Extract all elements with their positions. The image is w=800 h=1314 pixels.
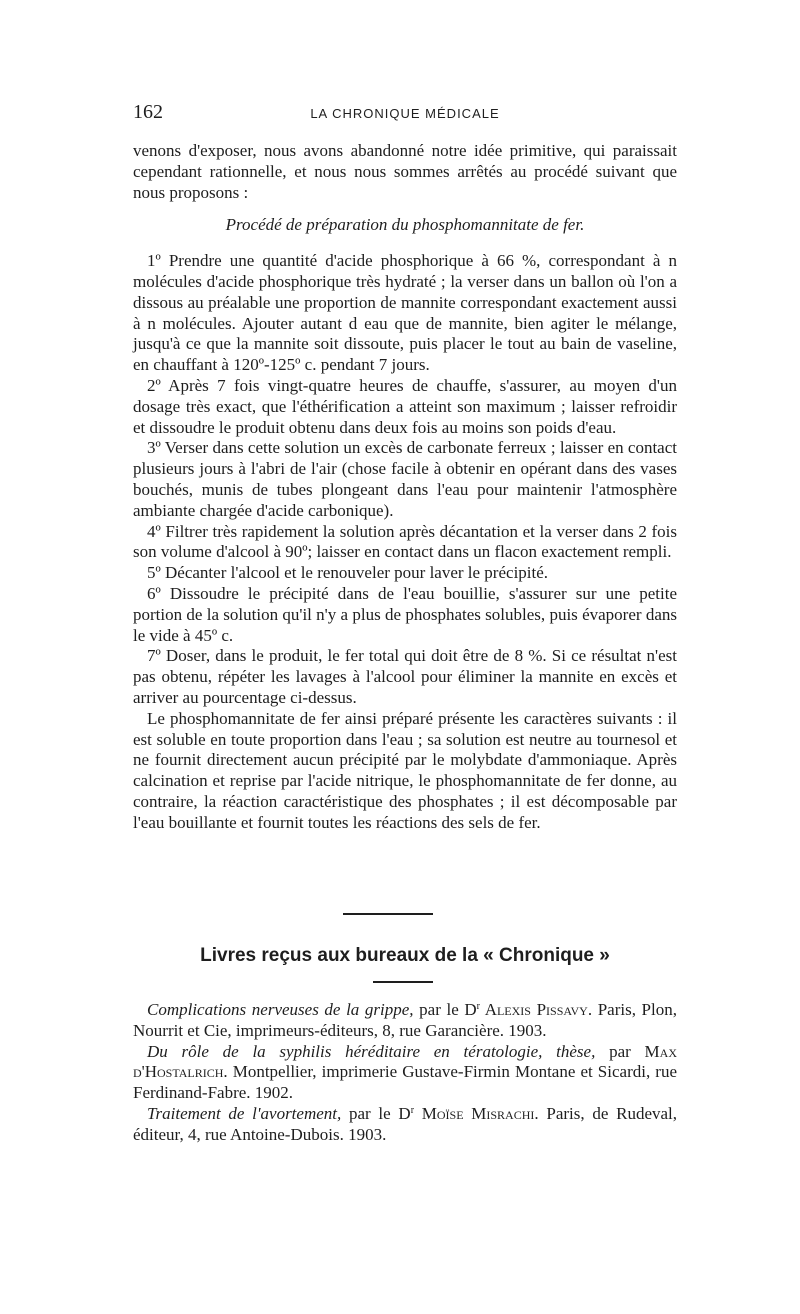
running-title: LA CHRONIQUE MÉDICALE [310,106,500,121]
book-details: Montpellier, imprimerie Gustave-Firmin Montane et Sicardi, rue Ferdinand-Fabre. 1902. [133,1062,677,1103]
page-number: 162 [133,101,163,123]
book-entry [133,1042,677,1104]
book-by: par le [341,1103,399,1123]
intro-paragraph: venons d'exposer, nous avons abandonné notre idée primitive, qui paraissait cependant rationnelle, et nous nous sommes arrêtés au procédé suivant que nous proposons : [133,141,677,202]
book-by: par le [413,1000,465,1019]
books-list [133,1000,677,1146]
book-title: Complications nerveuses de la grippe, [147,1000,414,1019]
step-6: 6º Dissoudre le précipité dans de l'eau bouillie, s'assurer sur une petite portion de la solution qu'il n'y a plus de phosphates solubles, puis évaporer dans le vide à 45º c. [133,583,677,645]
step-1: 1º Prendre une quantité d'acide phosphorique à 66 %, correspondant à n molécules d'acide phosphorique très hydraté ; la verser dans un ballon où l'on a dissous au préalable une proportion de mannite correspondant exactement aussi à n molécules. Ajouter autant d eau que de mannite, bien agiter le mélange, jusqu'à ce que la mannite soit dissoute, puis placer le tout au bain de vaseline, en chauffant à 120º-125º c. pendant 7 jours. [133,251,677,375]
book-author: Max d'Hostalrich. [133,1041,677,1082]
book-dr-sup: r [476,1001,481,1012]
books-heading: Livres reçus aux bureaux de la « Chronique » [200,945,610,966]
procedure-heading: Procédé de préparation du phosphomannitate de fer. [225,215,585,235]
step-3: 3º Verser dans cette solution un excès de carbonate ferreux ; laisser en contact plusieurs jours à l'abri de l'air (chose facile à obtenir en opérant dans des vases bouchés, munis de tubes plongeant dans l'eau pour maintenir l'atmosphère ambiante chargée d'acide carbonique). [133,438,677,520]
book-dr-sup: r [410,1104,415,1116]
divider-rule [343,913,433,915]
heading-underline [373,981,433,983]
book-entry [133,1104,677,1146]
article-continuation [133,141,677,834]
book-by: par [595,1041,645,1061]
book-details: Paris, Plon, Nourrit et Cie, imprimeurs-éditeurs, 8, rue Garancière. 1903. [133,1000,677,1040]
book-title: Du rôle de la syphilis héréditaire en tératologie, thèse, [147,1041,596,1061]
step-5: 5º Décanter l'alcool et le renouveler pour laver le précipité. [147,563,549,583]
book-details: Paris, de Rudeval, éditeur, 4, rue Antoine-Dubois. 1903. [133,1103,678,1144]
book-author: Moïse Misrachi. [414,1103,539,1123]
book-title: Traitement de l'avortement, [147,1103,342,1123]
book-dr: D [464,1000,477,1019]
step-4: 4º Filtrer très rapidement la solution après décantation et la verser dans 2 fois son volume d'alcool à 90º; laisser en contact dans un flacon exactement rempli. [133,521,677,562]
page-header [133,101,677,129]
book-entry [133,1000,677,1042]
book-dr: D [398,1103,411,1123]
step-7: 7º Doser, dans le produit, le fer total qui doit être de 8 %. Si ce résultat n'est pas obtenu, répéter les lavages à l'alcool pour éliminer la mannite en excès et arriver au pourcentage ci-dessus. [133,646,677,707]
book-author: Alexis Pissavy. [480,1000,593,1019]
step-2: 2º Après 7 fois vingt-quatre heures de chauffe, s'assurer, au moyen d'un dosage très exact, que l'éthérification a atteint son maximum ; laisser refroidir et dissoudre le produit obtenu dans deux fois au moins son poids d'eau. [133,375,677,437]
characteristics-paragraph: Le phosphomannitate de fer ainsi préparé présente les caractères suivants : il est soluble en toute proportion dans l'eau ; sa solution est neutre au tournesol et ne fournit directement aucun précipité par le molybdate d'ammoniaque. Après calcination et reprise par l'acide nitrique, le phosphomannitate de fer donne, au contraire, la réaction caractéristique des phosphates ; il est décomposable par l'eau bouillante et fournit toutes les réactions des sels de fer. [133,708,677,832]
